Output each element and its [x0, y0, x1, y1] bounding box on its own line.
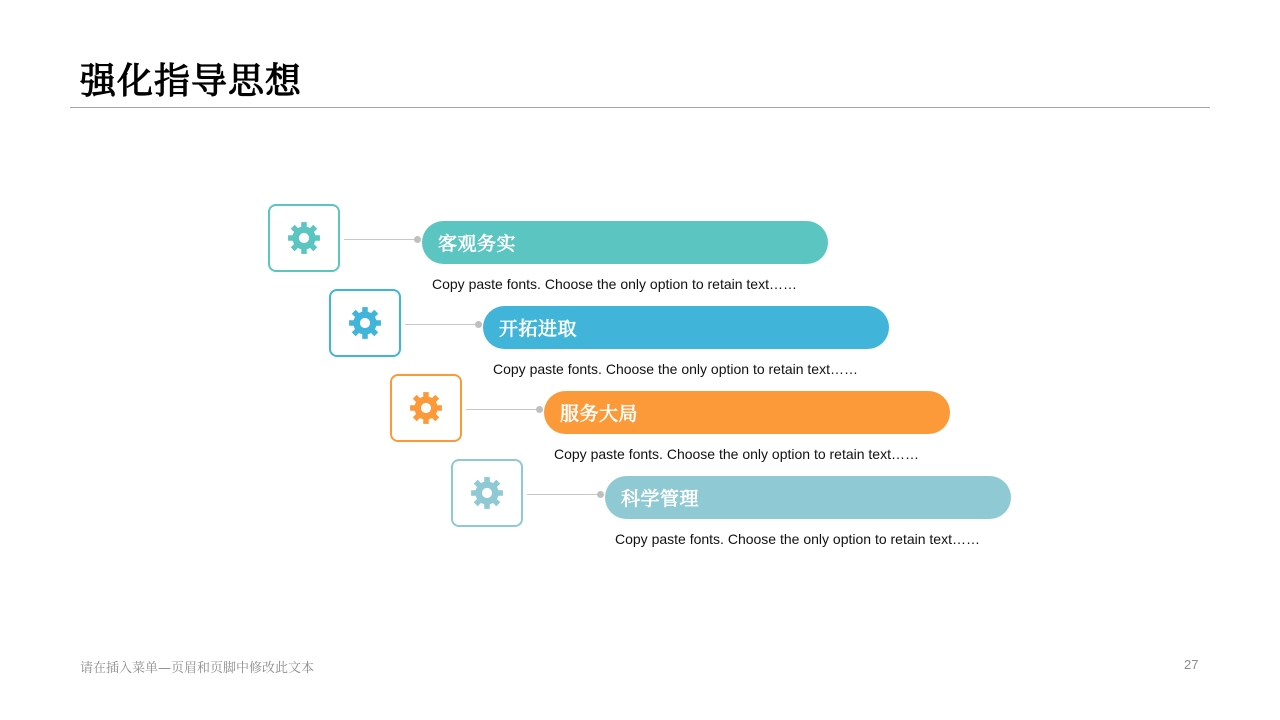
page-number: 27: [1184, 657, 1199, 672]
gear-icon: [285, 219, 323, 257]
step-label: 服务大局: [560, 403, 639, 425]
footer-text: 请在插入菜单—页眉和页脚中修改此文本: [80, 661, 315, 676]
step-label: 开拓进取: [499, 318, 578, 340]
connector-line: [344, 239, 418, 240]
step-label: 客观务实: [438, 233, 517, 255]
step-label: 科学管理: [621, 488, 700, 510]
step-pill[interactable]: [544, 391, 950, 434]
step-icon-box: [451, 459, 523, 527]
connector-line: [466, 409, 540, 410]
step-icon-box: [329, 289, 401, 357]
step-item: [451, 459, 1211, 559]
connector-dot: [536, 406, 543, 413]
connector-dot: [475, 321, 482, 328]
connector-line: [527, 494, 601, 495]
gear-shape: [410, 392, 442, 424]
step-pill[interactable]: [422, 221, 828, 264]
gear-shape: [471, 477, 503, 509]
step-pill[interactable]: [605, 476, 1011, 519]
connector-dot: [414, 236, 421, 243]
title-divider: [70, 107, 1210, 108]
step-description: Copy paste fonts. Choose the only option to retain text……: [615, 531, 980, 547]
gear-shape: [349, 307, 381, 339]
gear-icon: [407, 389, 445, 427]
gear-icon: [346, 304, 384, 342]
step-icon-box: [268, 204, 340, 272]
step-icon-box: [390, 374, 462, 442]
gear-icon: [468, 474, 506, 512]
step-pill[interactable]: [483, 306, 889, 349]
gear-shape: [288, 222, 320, 254]
connector-line: [405, 324, 479, 325]
step-description: Copy paste fonts. Choose the only option to retain text……: [432, 276, 797, 292]
step-description: Copy paste fonts. Choose the only option to retain text……: [554, 446, 919, 462]
slide-title: 强化指导思想: [80, 61, 303, 102]
connector-dot: [597, 491, 604, 498]
step-description: Copy paste fonts. Choose the only option to retain text……: [493, 361, 858, 377]
